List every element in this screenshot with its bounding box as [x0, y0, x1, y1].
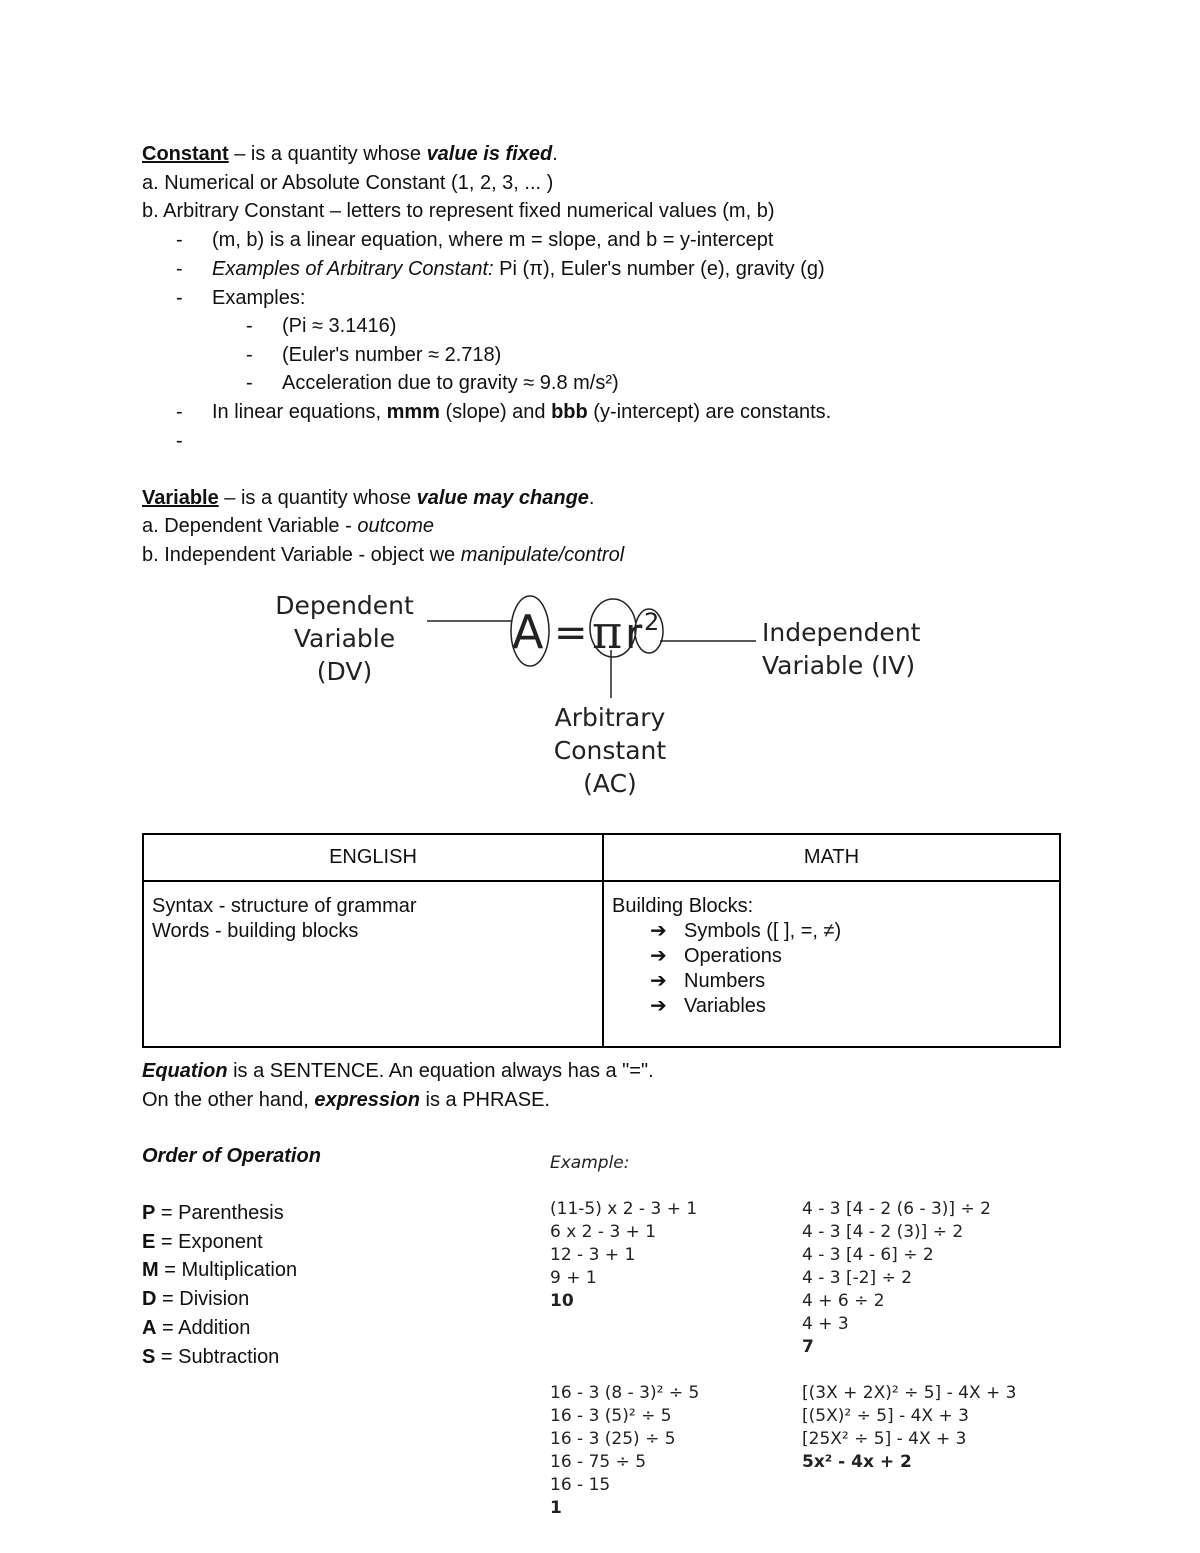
list-item: ➔ Variables	[650, 995, 766, 1017]
variable-definition: Variable – is a quantity whose value may change.	[142, 487, 595, 509]
constant-bullet-1: (m, b) is a linear equation, where m = slope, and b = y-intercept	[212, 229, 774, 251]
bullet-dash: -	[176, 287, 183, 309]
constant-term: Constant	[142, 143, 229, 165]
pemdas-list	[142, 1201, 297, 1374]
bullet-dash: -	[176, 229, 183, 251]
example-2: 4 - 3 [4 - 2 (6 - 3)] ÷ 2 4 - 3 [4 - 2 (3)] ÷ 2 4 - 3 [4 - 6] ÷ 2 4 - 3 [-2] ÷ 2 4 + 6 ÷ 2 4 + 3 7	[802, 1199, 991, 1357]
list-item: M = Multiplication	[142, 1259, 298, 1281]
arrow-icon: ➔	[650, 920, 667, 942]
table-header-row	[143, 834, 1060, 881]
bullet-dash: -	[246, 344, 253, 366]
formula-exponent: 2	[644, 608, 660, 636]
bullet-dash: -	[176, 401, 183, 423]
arrow-icon: ➔	[650, 970, 667, 992]
formula-equals: =	[554, 610, 588, 656]
formula-a: A	[512, 605, 544, 659]
order-title: Order of Operation	[142, 1145, 321, 1167]
variable-item-b: b. Independent Variable - object we manipulate/control	[142, 544, 625, 566]
bullet-dash: -	[176, 258, 183, 280]
variable-term: Variable	[142, 487, 219, 509]
list-item: ➔ Numbers	[650, 970, 766, 992]
bullet-dash: -	[246, 315, 253, 337]
constant-sub-2: (Euler's number ≈ 2.718)	[282, 344, 502, 366]
table-row	[143, 881, 1060, 1047]
english-math-table	[142, 833, 1061, 1048]
list-item: E = Exponent	[142, 1231, 263, 1253]
constant-sub-1: (Pi ≈ 3.1416)	[282, 315, 397, 337]
example-4: [(3X + 2X)² ÷ 5] - 4X + 3 [(5X)² ÷ 5] - 4X + 3 [25X² ÷ 5] - 4X + 3 5x² - 4x + 2	[802, 1383, 1017, 1472]
header-english: ENGLISH	[143, 834, 603, 881]
ac-label: Arbitrary Constant (AC)	[553, 703, 667, 798]
iv-label: Independent Variable (IV)	[762, 618, 921, 680]
equation-line: Equation is a SENTENCE. An equation always has a "=".	[142, 1060, 654, 1082]
formula-r: r	[625, 609, 643, 658]
constant-item-b: b. Arbitrary Constant – letters to represent fixed numerical values (m, b)	[142, 200, 775, 222]
dv-label: Dependent Variable (DV)	[275, 591, 414, 686]
constant-bullet-4: In linear equations, mmm (slope) and bbb (y-intercept) are constants.	[212, 401, 832, 423]
math-cell: Building Blocks: ➔ Symbols ([ ], =, ≠) ➔ Operations ➔ Numbers ➔ Variables	[603, 881, 1060, 1047]
list-item: D = Division	[142, 1288, 250, 1310]
variable-item-a: a. Dependent Variable - outcome	[142, 515, 435, 537]
list-item: P = Parenthesis	[142, 1202, 284, 1224]
bullet-dash: -	[176, 430, 183, 452]
constant-definition: Constant – is a quantity whose value is fixed.	[142, 143, 558, 165]
list-item: A = Addition	[142, 1317, 251, 1339]
constant-bullet-3: Examples:	[212, 287, 306, 309]
english-cell: Syntax - structure of grammar Words - building blocks	[143, 881, 603, 1047]
list-item: S = Subtraction	[142, 1346, 280, 1368]
example-3: 16 - 3 (8 - 3)² ÷ 5 16 - 3 (5)² ÷ 5 16 - 3 (25) ÷ 5 16 - 75 ÷ 5 16 - 15 1	[550, 1383, 700, 1518]
constant-item-a: a. Numerical or Absolute Constant (1, 2, 3, ... )	[142, 172, 554, 194]
list-item: ➔ Operations	[650, 945, 782, 967]
constant-sub-3: Acceleration due to gravity ≈ 9.8 m/s²)	[282, 372, 619, 394]
formula-pi: π	[592, 605, 623, 659]
header-math: MATH	[603, 834, 1060, 881]
example-label: Example:	[550, 1153, 630, 1173]
list-item: ➔ Symbols ([ ], =, ≠)	[650, 920, 842, 942]
bullet-dash: -	[246, 372, 253, 394]
expression-line: On the other hand, expression is a PHRASE.	[142, 1089, 550, 1111]
constant-bullet-2: Examples of Arbitrary Constant: Pi (π), Euler's number (e), gravity (g)	[212, 258, 825, 280]
example-1: (11-5) x 2 - 3 + 1 6 x 2 - 3 + 1 12 - 3 + 1 9 + 1 10	[550, 1199, 698, 1311]
formula-svg	[420, 590, 770, 700]
arrow-icon: ➔	[650, 945, 667, 967]
arrow-icon: ➔	[650, 995, 667, 1017]
